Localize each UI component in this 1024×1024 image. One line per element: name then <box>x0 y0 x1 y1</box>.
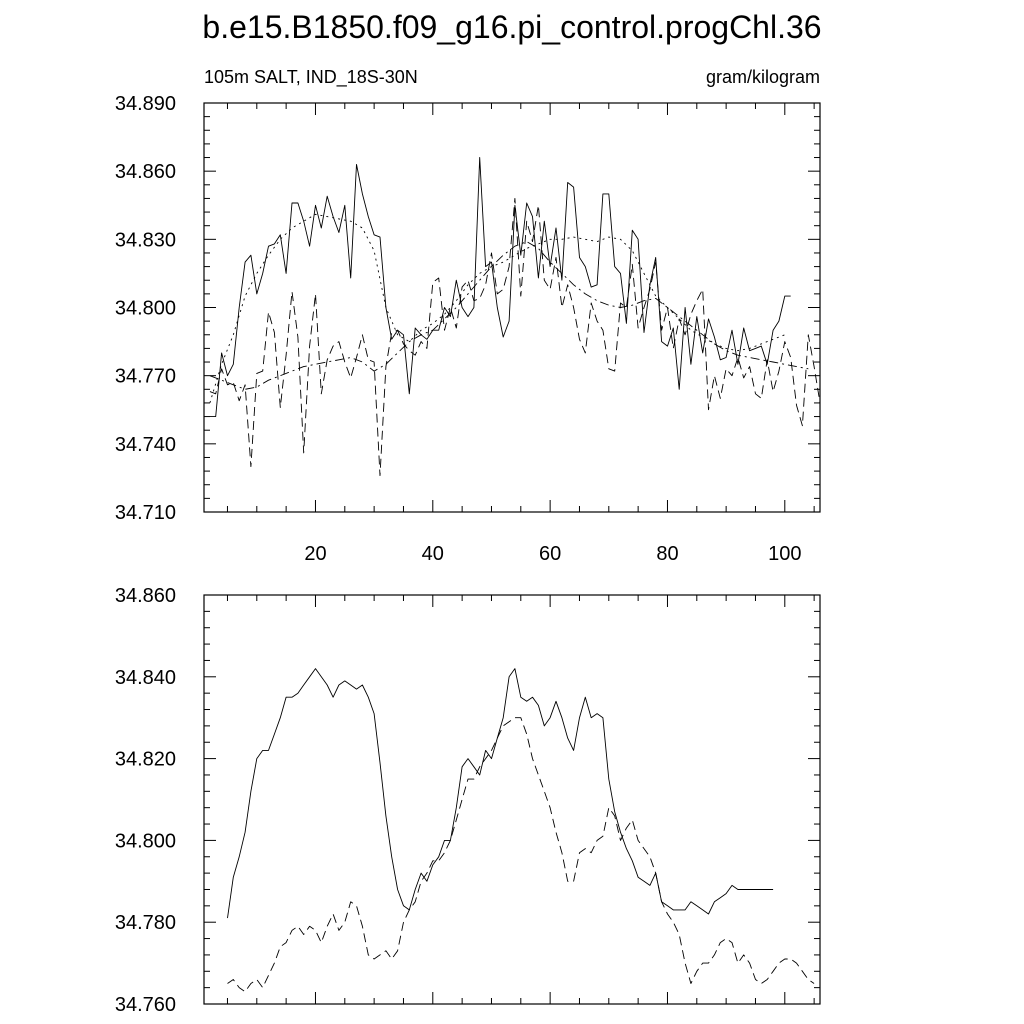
y-tick-label: 34.710 <box>114 502 176 524</box>
plot-frame <box>204 103 820 512</box>
series-line-dashed <box>210 198 820 475</box>
plot-frame <box>204 595 820 1004</box>
chart-title: b.e15.B1850.f09_g16.pi_control.progChl.36 <box>202 9 822 45</box>
x-tick-label: 40 <box>421 543 444 565</box>
series-line-dashed <box>228 718 815 992</box>
y-tick-label: 34.860 <box>114 161 176 184</box>
y-tick-label: 34.770 <box>114 365 176 388</box>
series-line-solid <box>210 158 791 417</box>
x-tick-label: 20 <box>304 543 327 565</box>
left-subtitle: 105m SALT, IND_18S-30N <box>204 67 418 87</box>
x-tick-label: 80 <box>656 543 679 565</box>
y-tick-label: 34.860 <box>114 585 176 607</box>
y-tick-label: 34.760 <box>114 994 176 1016</box>
y-tick-label: 34.840 <box>114 666 176 689</box>
y-tick-label: 34.740 <box>114 433 176 456</box>
units-label: gram/kilogram <box>705 67 820 87</box>
bottom-panel <box>115 585 820 1016</box>
x-tick-label: 100 <box>768 543 802 565</box>
y-tick-label: 34.800 <box>114 297 176 320</box>
x-tick-label: 60 <box>539 543 562 565</box>
y-tick-label: 34.830 <box>114 229 176 252</box>
y-tick-label: 34.800 <box>114 830 176 853</box>
y-tick-label: 34.820 <box>114 748 176 771</box>
y-tick-label: 34.890 <box>114 93 176 115</box>
top-panel <box>115 67 820 565</box>
y-tick-label: 34.780 <box>114 912 176 935</box>
series-line-solid <box>228 669 774 919</box>
